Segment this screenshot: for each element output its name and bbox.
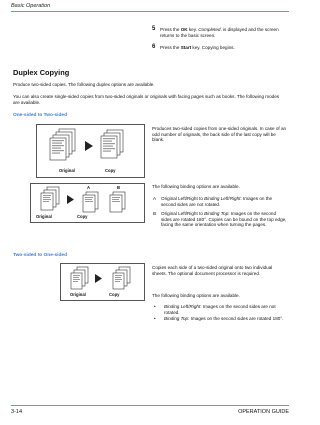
bullet-text: Binding Top: Images on the second sides are rotated 180°. [164,316,284,321]
fig-label-original: Original [70,292,86,297]
fig-label-original: Original [59,168,75,173]
section-intro-2: You can also create single-sided copies from two-sided originals or originals with facing pages such as books. The following modes are available. [13,94,280,105]
step-number: 6 [152,44,156,50]
two-to-one-description: Copies each side of a two-sided original onto two individual sheets. The optional document processor is required. [152,265,273,276]
figure-binding-options [30,183,145,223]
header-rule [11,11,289,12]
subheading-one-to-two: One-sided to Two-sided [13,113,68,118]
fig-mark-b: B [117,185,121,190]
fig-label-copy: Copy [77,214,88,219]
option-key: A [153,196,157,201]
option-key: B [153,211,157,216]
footer-rule [11,405,289,406]
figure-graphic [37,125,144,177]
step-text: Press the Start key. Copying begins. [160,45,235,50]
fig-mark-a: A [87,185,91,190]
step-number: 5 [152,26,156,32]
header-title: Basic Operation [11,3,51,9]
fig-label-copy: Copy [109,292,120,297]
option-text: Original Left/Right to Binding Left/Right: Images on the second sides are not rotated. [161,196,273,207]
one-to-two-description: Produces two-sided copies from one-sided originals. In case of an odd number of originals, the back side of the last copy will be blank. [152,126,287,143]
fig-label-copy: Copy [105,168,116,173]
bullet-text: Binding Left/Right: Images on the second sides are not rotated. [164,304,276,315]
bullet-icon: • [154,316,156,321]
fig-label-original: Original [36,214,52,219]
bullet-icon: • [154,304,156,309]
section-intro-1: Produce two-sided copies. The following duplex options are available. [13,82,155,87]
section-title: Duplex Copying [13,68,70,77]
subheading-two-to-one: Two-sided to One-sided [13,253,68,258]
step-text: Press the OK key. Completed. is displayed and the screen returns to the basic screen. [160,27,279,38]
figure-one-to-two [36,124,145,178]
binding-options-intro: The following binding options are available. [152,184,240,189]
figure-two-to-one [60,263,145,301]
option-text: Original Left/Right to Binding Top: Images on the second sides are rotated 180°. Copies can be bound on the top edge, facing the same orientation when turning the pages. [161,211,287,228]
guide-title: OPERATION GUIDE [238,409,289,415]
two-to-one-options-intro: The following binding options are available. [152,293,240,298]
page-number: 3-14 [11,409,23,415]
